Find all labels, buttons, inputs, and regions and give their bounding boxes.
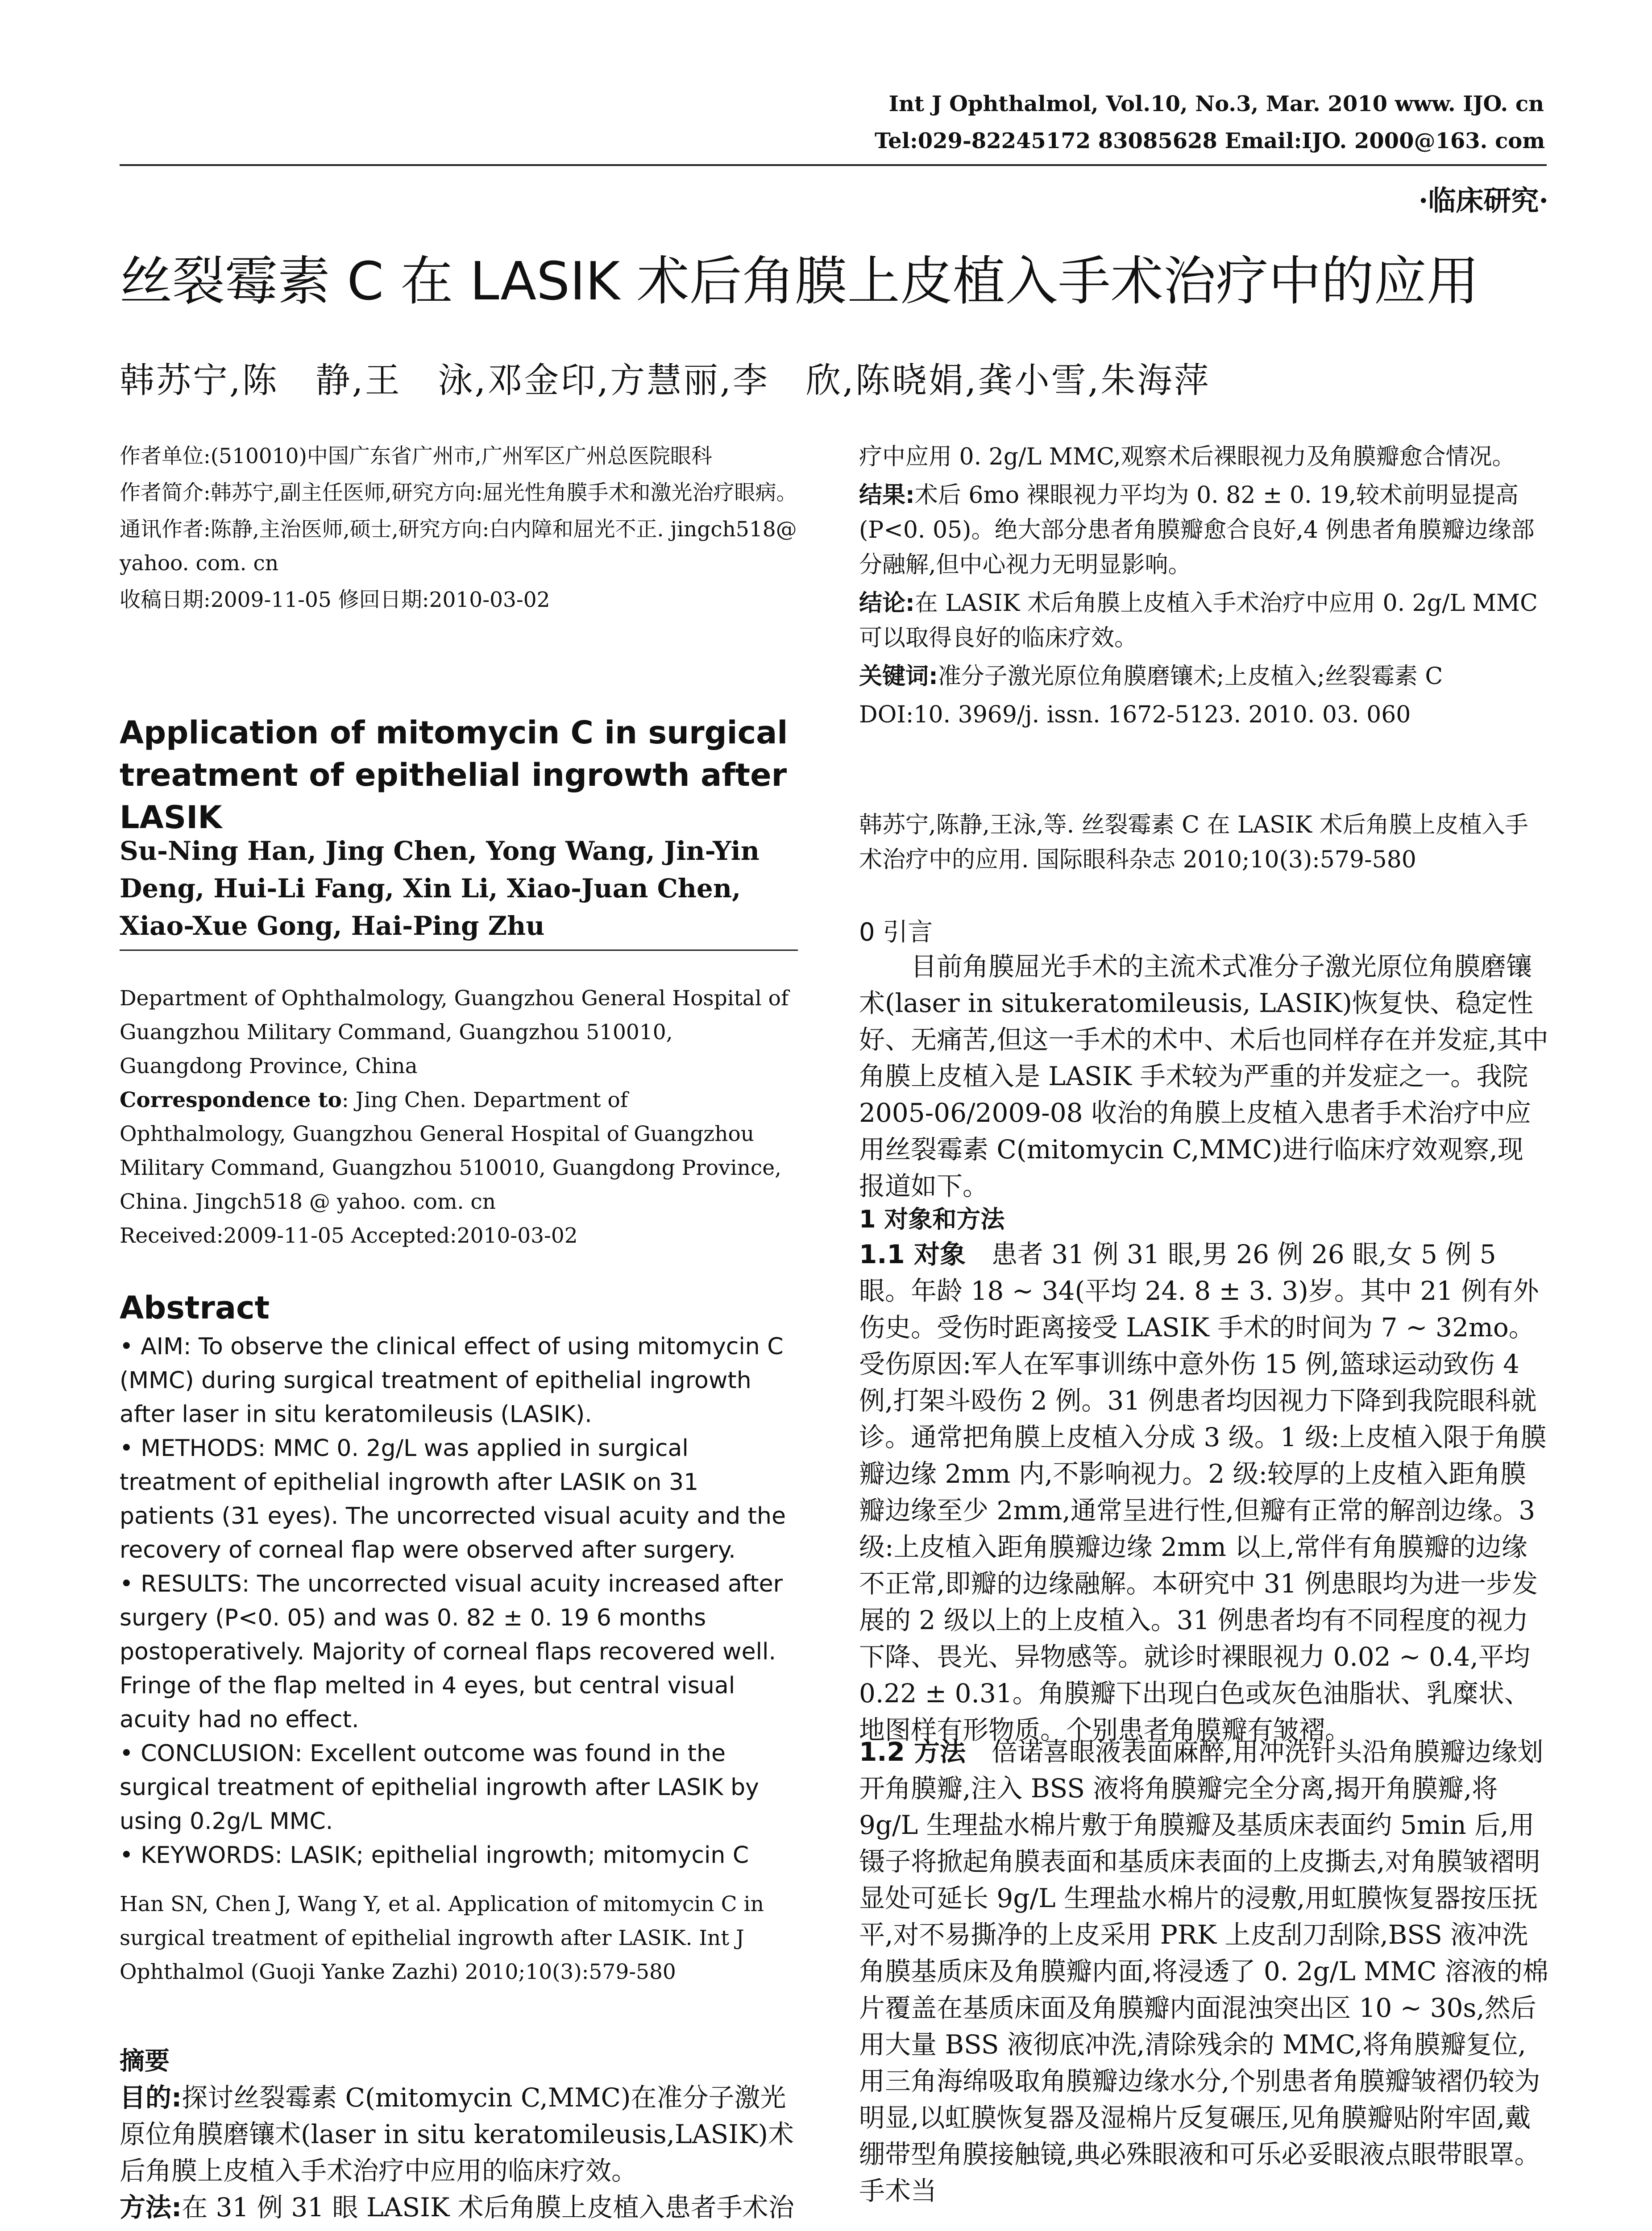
zhaiyao-continued	[859, 440, 1548, 736]
conclusion-label: 结论:	[859, 590, 915, 617]
received-dates-cn: 收稿日期:2009-11-05 修回日期:2010-03-02	[120, 588, 550, 612]
title-chinese: 丝裂霉素 C 在 LASIK 术后角膜上皮植入手术治疗中的应用	[120, 250, 1479, 312]
received-dates-en: Received:2009-11-05 Accepted:2010-03-02	[120, 1223, 578, 1248]
header-rule	[120, 164, 1547, 166]
method-continued: 疗中应用 0. 2g/L MMC,观察术后裸眼视力及角膜瓣愈合情况。	[859, 444, 1515, 470]
result-text: 术后 6mo 裸眼视力平均为 0. 82 ± 0. 19,较术前明显提高(P<0. 05)。绝大部分患者角膜瓣愈合良好,4 例患者角膜瓣边缘部分融解,但中心视力无明显影响。	[859, 482, 1535, 578]
aim-text: 探讨丝裂霉素 C(mitomycin C,MMC)在准分子激光原位角膜磨镶术(laser in situ keratomileusis,LASIK)术后角膜上皮植入手术治疗中应用的临床疗效。	[120, 2082, 794, 2186]
author-intro: 作者简介:韩苏宁,副主任医师,研究方向:屈光性角膜手术和激光治疗眼病。	[120, 481, 797, 505]
section-1-1-text: 患者 31 例 31 眼,男 26 例 26 眼,女 5 例 5 眼。年龄 18 ~ 34(平均 24. 8 ± 3. 3)岁。其中 21 例有外伤史。受伤时距离接受 LASIK 手术的时间为 7 ~ 32mo。受伤原因:军人在军事训练中意外伤 15 例,篮球运动致伤 4 例,打架斗殴伤 2 例。31 例患者均因视力下降到我院眼科就诊。通常把角膜上皮植入分成 3 级。1 级:上皮植入限于角膜瓣边缘 2mm 内,不影响视力。2 级:较厚的上皮植入距角膜瓣边缘至少 2mm,通常呈进行性,但瓣有正常的解剖边缘。3 级:上皮植入距角膜瓣边缘 2mm 以上,常伴有角膜瓣的边缘不正常,即瓣的边缘融解。本研究中 31 例患眼均为进一步发展的 2 级以上的上皮植入。31 例患者均有不同程度的视力下降、畏光、异物感等。就诊时裸眼视力 0.02 ~ 0.4,平均 0.22 ± 0.31。角膜瓣下出现白色或灰色油脂状、乳糜状、地图样有形物质。个别患者角膜瓣有皱褶。	[859, 1239, 1547, 1745]
divider	[120, 950, 798, 951]
abstract-results: • RESULTS: The uncorrected visual acuity increased after surgery (P<0. 05) and was 0. 82 ± 0. 19 6 months postoperatively. Majority of corneal flaps recovered well. Fringe of the flap melted in 4 eyes, but central visual acuity had no effect.	[120, 1571, 783, 1733]
doi: DOI:10. 3969/j. issn. 1672-5123. 2010. 03. 060	[859, 701, 1411, 728]
journal-contact: Tel:029-82245172 83085628 Email:IJO. 2000@163. com	[875, 129, 1545, 153]
abstract-conclusion: • CONCLUSION: Excellent outcome was found in the surgical treatment of epithelial ingrowth after LASIK by using 0.2g/L MMC.	[120, 1740, 759, 1835]
zhaiyao-heading: 摘要	[120, 2047, 170, 2076]
zhaiyao-conclusion	[859, 586, 1548, 655]
abstract-heading: Abstract	[120, 1290, 270, 1326]
aim-label: 目的:	[120, 2082, 182, 2113]
keywords-text: 准分子激光原位角膜磨镶术;上皮植入;丝裂霉素 C	[938, 663, 1443, 690]
intro-heading: 0 引言	[859, 918, 933, 947]
section-1-2-text: 倍诺喜眼液表面麻醉,用冲洗针头沿角膜瓣边缘划开角膜瓣,注入 BSS 液将角膜瓣完全分离,揭开角膜瓣,将 9g/L 生理盐水棉片敷于角膜瓣及基质床表面约 5min 后,用镊子将掀起角膜表面和基质床表面的上皮撕去,对角膜皱褶明显处可延长 9g/L 生理盐水棉片的浸敷,用虹膜恢复器按压抚平,对不易撕净的上皮采用 PRK 上皮刮刀刮除,BSS 液冲洗角膜基质床及角膜瓣内面,将浸透了 0. 2g/L MMC 溶液的棉片覆盖在基质床面及角膜瓣内面混浊突出区 10 ~ 30s,然后用大量 BSS 液彻底冲洗,清除残余的 MMC,将角膜瓣复位,用三角海绵吸取角膜瓣边缘水分,个别患者角膜瓣皱褶仍较为明显,以虹膜恢复器及湿棉片反复碾压,见角膜瓣贴附牢固,戴绷带型角膜接触镜,典必殊眼液和可乐必妥眼液点眼带眼罩。手术当	[859, 1737, 1548, 2206]
section-1-1	[859, 1236, 1548, 1748]
citation-chinese	[859, 808, 1548, 877]
abstract-keywords: • KEYWORDS: LASIK; epithelial ingrowth; mitomycin C	[120, 1842, 749, 1869]
authors-english: Su-Ning Han, Jing Chen, Yong Wang, Jin-Yin Deng, Hui-Li Fang, Xin Li, Xiao-Juan Chen, Xiao-Xue Gong, Hai-Ping Zhu	[120, 836, 760, 941]
intro-body	[859, 948, 1548, 1204]
title-english: Application of mitomycin C in surgical treatment of epithelial ingrowth after LASIK	[120, 714, 788, 836]
section-tag: ·临床研究·	[1418, 184, 1548, 217]
abstract-body	[120, 1330, 798, 1872]
department: Department of Ophthalmology, Guangzhou General Hospital of Guangzhou Military Command, Guangzhou 510010, Guangdong Province, China	[120, 986, 789, 1078]
zhaiyao-body	[120, 2079, 798, 2226]
zhaiyao-keywords	[859, 659, 1548, 694]
corresponding-author: 通讯作者:陈静,主治医师,硕士,研究方向:白内障和屈光不正. jingch518@ yahoo. com. cn	[120, 517, 797, 576]
abstract-methods: • METHODS: MMC 0. 2g/L was applied in surgical treatment of epithelial ingrowth after LASIK on 31 patients (31 eyes). The uncorrected visual acuity and the recovery of corneal flap were observed after surgery.	[120, 1435, 786, 1563]
methods-heading: 1 对象和方法	[859, 1205, 1005, 1233]
citation-english	[120, 1887, 798, 1989]
method-label: 方法:	[120, 2192, 182, 2223]
author-unit: 作者单位:(510010)中国广东省广州市,广州军区广州总医院眼科	[120, 444, 712, 469]
section-1-1-label: 1.1 对象	[859, 1239, 966, 1269]
journal-header: Int J Ophthalmol, Vol.10, No.3, Mar. 2010 www. IJO. cn	[888, 91, 1544, 116]
zhaiyao-aim	[120, 2079, 798, 2189]
conclusion-text: 在 LASIK 术后角膜上皮植入手术治疗中应用 0. 2g/L MMC 可以取得良好的临床疗效。	[859, 590, 1538, 651]
intro-text: 目前角膜屈光手术的主流术式准分子激光原位角膜磨镶术(laser in situkeratomileusis, LASIK)恢复快、稳定性好、无痛苦,但这一手术的术中、术后也同样存在并发症,其中角膜上皮植入是 LASIK 手术较为严重的并发症之一。我院 2005-06/2009-08 收治的角膜上皮植入患者手术治疗中应用丝裂霉素 C(mitomycin C,MMC)进行临床疗效观察,现报道如下。	[859, 951, 1548, 1201]
section-1-2-label: 1.2 方法	[859, 1737, 966, 1767]
section-1-2	[859, 1733, 1548, 2209]
zhaiyao-result	[859, 478, 1548, 582]
authors-chinese: 韩苏宁,陈 静,王 泳,邓金印,方慧丽,李 欣,陈晓娟,龚小雪,朱海萍	[120, 361, 1211, 401]
result-label: 结果:	[859, 482, 915, 509]
citation-english-text: Han SN, Chen J, Wang Y, et al. Application of mitomycin C in surgical treatment of epithelial ingrowth after LASIK. Int J Ophthalmol (Guoji Yanke Zazhi) 2010;10(3):579-580	[120, 1892, 764, 1984]
abstract-aim: • AIM: To observe the clinical effect of using mitomycin C (MMC) during surgical treatment of epithelial ingrowth after laser in situ keratomileusis (LASIK).	[120, 1333, 784, 1428]
affiliation-block	[120, 982, 798, 1253]
correspondence	[120, 1083, 798, 1219]
citation-chinese-text: 韩苏宁,陈静,王泳,等. 丝裂霉素 C 在 LASIK 术后角膜上皮植入手术治疗中的应用. 国际眼科杂志 2010;10(3):579-580	[859, 812, 1528, 873]
zhaiyao-method	[120, 2189, 798, 2226]
correspondence-label: Correspondence to	[120, 1088, 342, 1112]
correspondence-text: : Jing Chen. Department of Ophthalmology, Guangzhou General Hospital of Guangzhou Military Command, Guangzhou 510010, Guangdong Province, China. Jingch518 @ yahoo. com. cn	[120, 1088, 781, 1214]
author-info	[120, 440, 798, 620]
keywords-label: 关键词:	[859, 663, 938, 690]
method-text: 在 31 例 31 眼 LASIK 术后角膜上皮植入患者手术治	[182, 2192, 794, 2223]
